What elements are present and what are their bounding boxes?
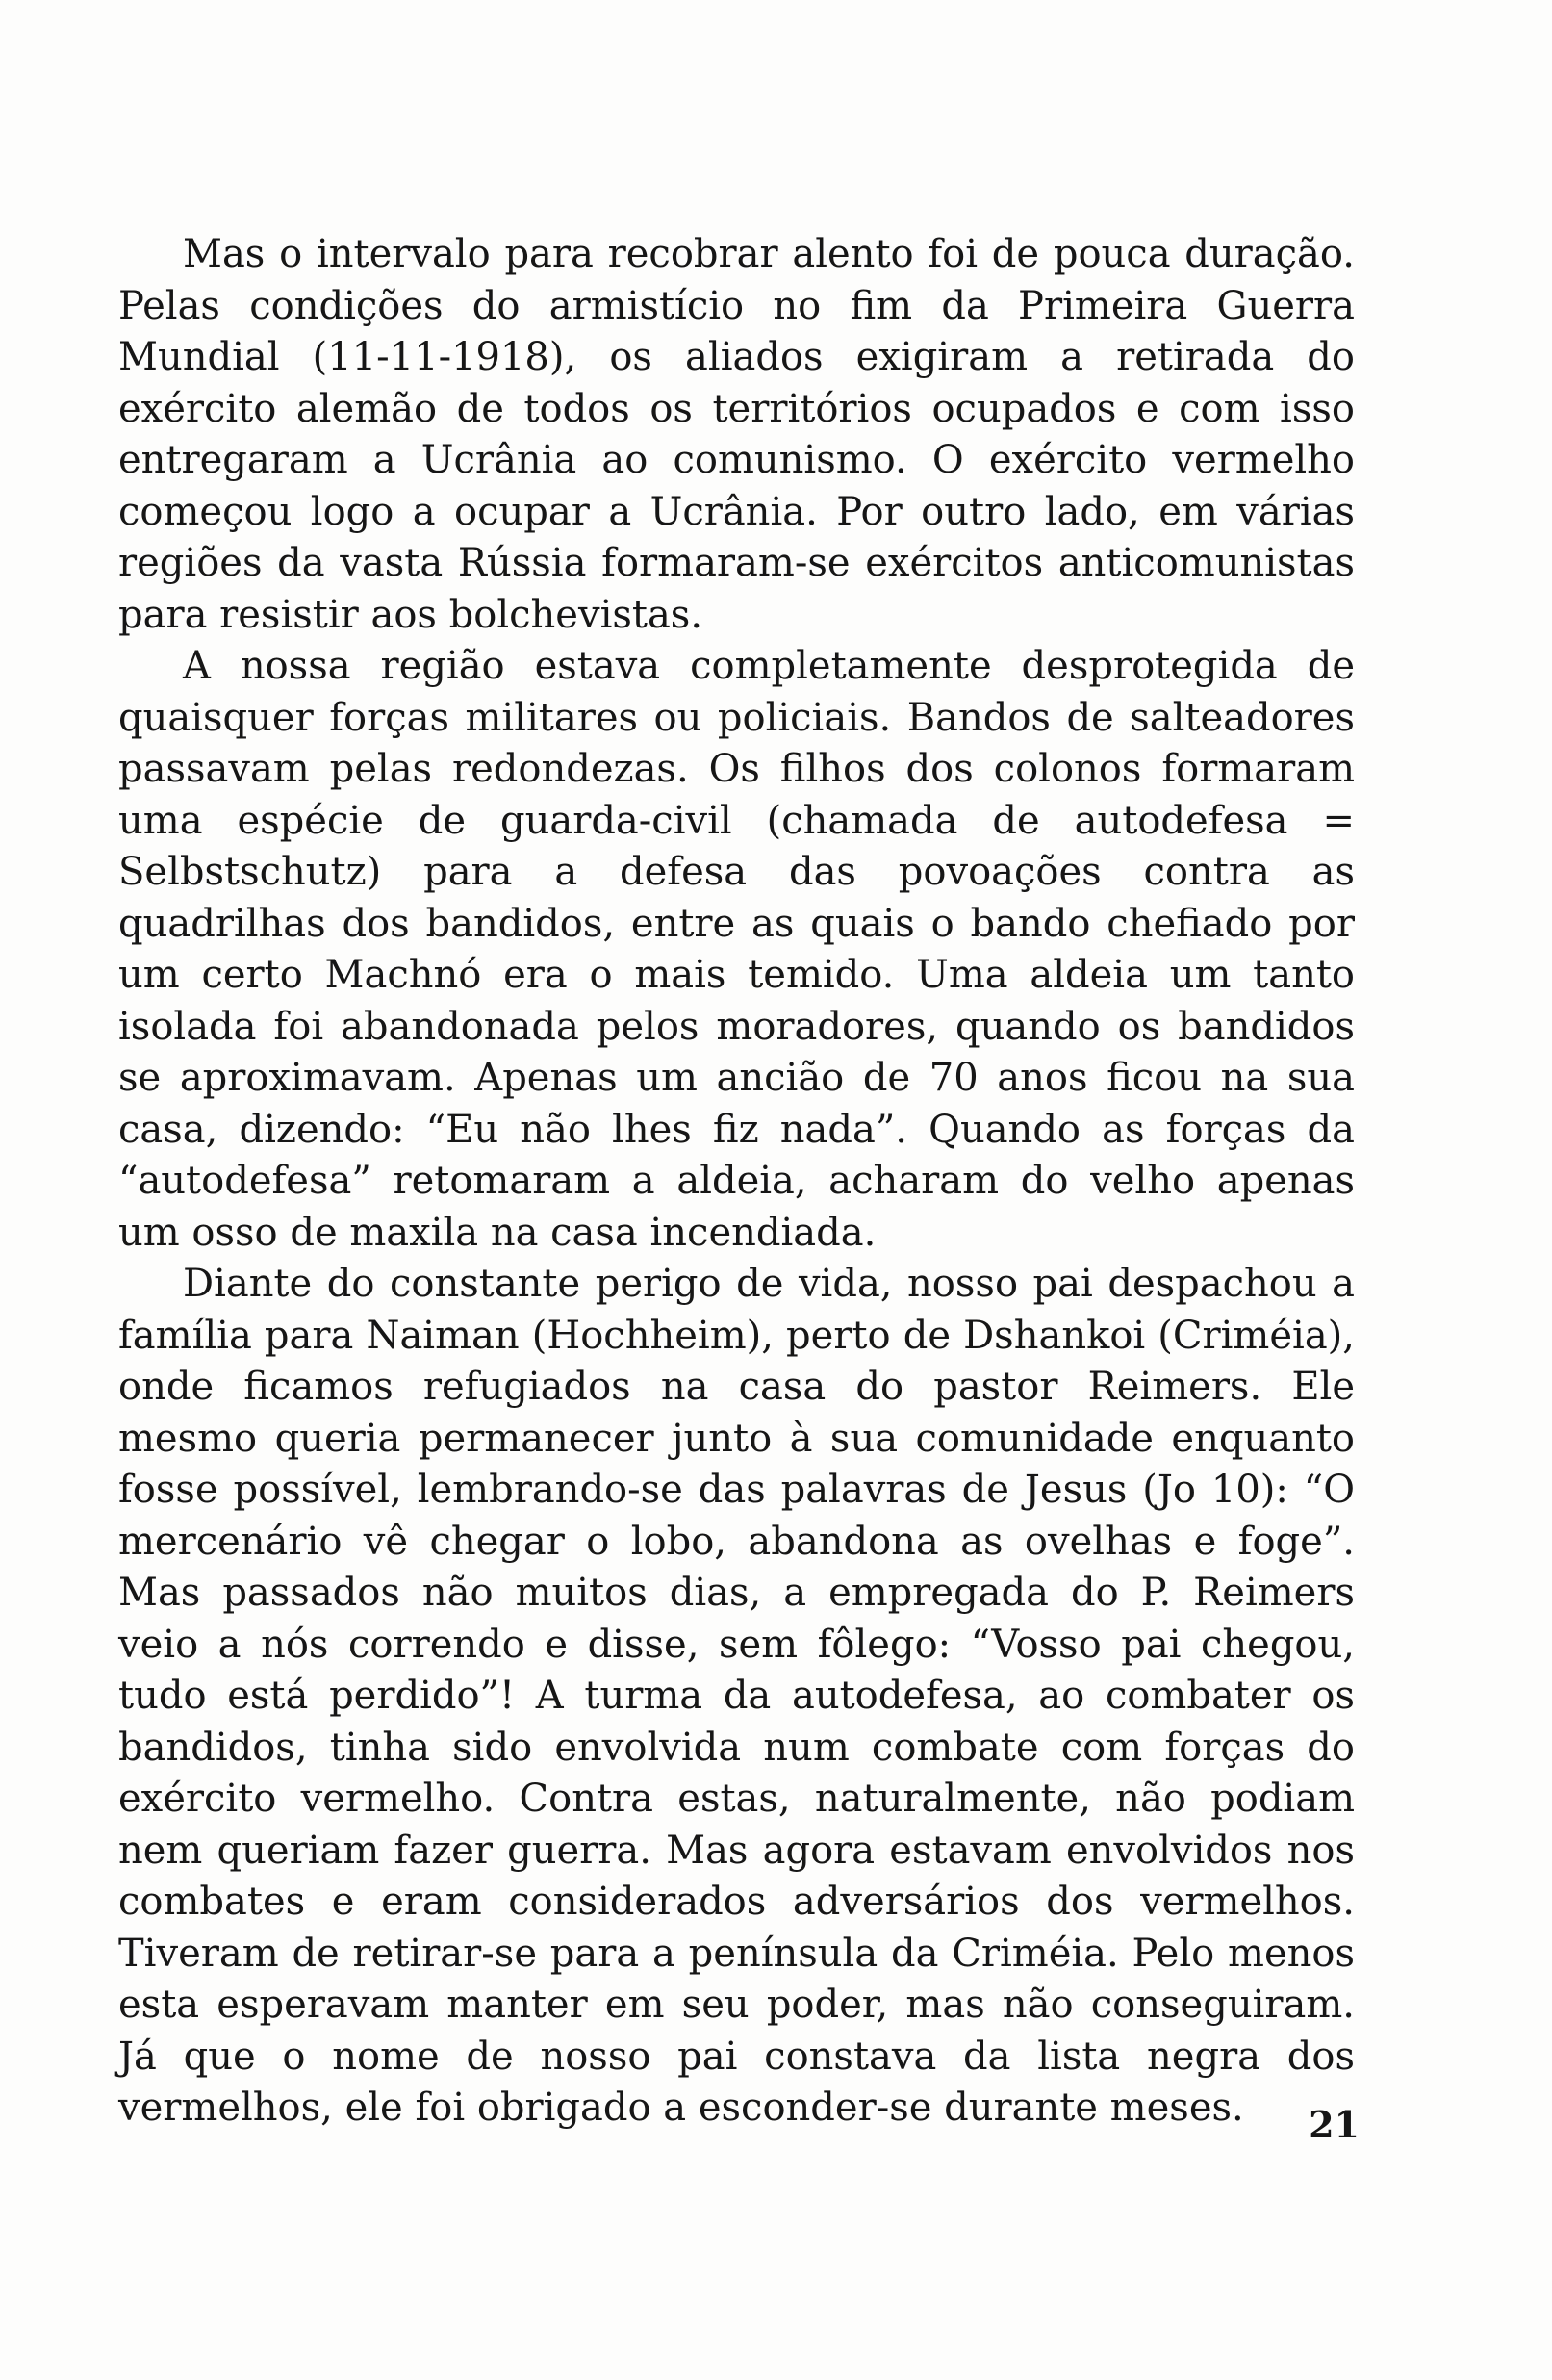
paragraph-2: A nossa região estava completamente desprotegida de quaisquer forças militares ou policiais. Bandos de salteadores passavam pelas redondezas. Os filhos dos colonos formaram uma espécie de guarda-civil (chamada de autodefesa = Selbstschutz) para a defesa das povoações contra as quadrilhas dos bandidos, entre as quais o bando chefiado por um certo Machnó era o mais temido. Uma aldeia um tanto isolada foi abandonada pelos moradores, quando os bandidos se aproximavam. Apenas um ancião de 70 anos ficou na sua casa, dizendo: “Eu não lhes fiz nada”. Quando as forças da “autodefesa” retomaram a aldeia, acharam do velho apenas um osso de maxila na casa incendiada. [118, 644, 1355, 1255]
paragraph-3: Diante do constante perigo de vida, nosso pai despachou a família para Naiman (Hochheim), perto de Dshankoi (Criméia), onde ficamos refugiados na casa do pastor Reimers. Ele mesmo queria permanecer junto à sua comunidade enquanto fosse possível, lembrando-se das palavras de Jesus (Jo 10): “O mercenário vê chegar o lobo, abandona as ovelhas e foge”. Mas passados não muitos dias, a empregada do P. Reimers veio a nós correndo e disse, sem fôlego: “Vosso pai chegou, tudo está perdido”! A turma da autodefesa, ao combater os bandidos, tinha sido envolvida num combate com forças do exército vermelho. Contra estas, naturalmente, não podiam nem queriam fazer guerra. Mas agora estavam envolvidos nos combates e eram considerados adversários dos vermelhos. Tiveram de retirar-se para a península da Criméia. Pelo menos esta esperavam manter em seu poder, mas não conseguiram. Já que o nome de nosso pai constava da lista negra dos vermelhos, ele foi obrigado a esconder-se durante meses. [118, 1262, 1355, 2130]
paragraph-1: Mas o intervalo para recobrar alento foi de pouca duração. Pelas condições do armistício no fim da Primeira Guerra Mundial (11-11-1918), os aliados exigiram a retirada do exército alemão de todos os territórios ocupados e com isso entregaram a Ucrânia ao comunismo. O exército vermelho começou logo a ocupar a Ucrânia. Por outro lado, em várias regiões da vasta Rússia formaram-se exércitos anticomunistas para resistir aos bolchevistas. [118, 232, 1355, 637]
page-number: 21 [1309, 2103, 1360, 2146]
body-text [118, 229, 1355, 2135]
